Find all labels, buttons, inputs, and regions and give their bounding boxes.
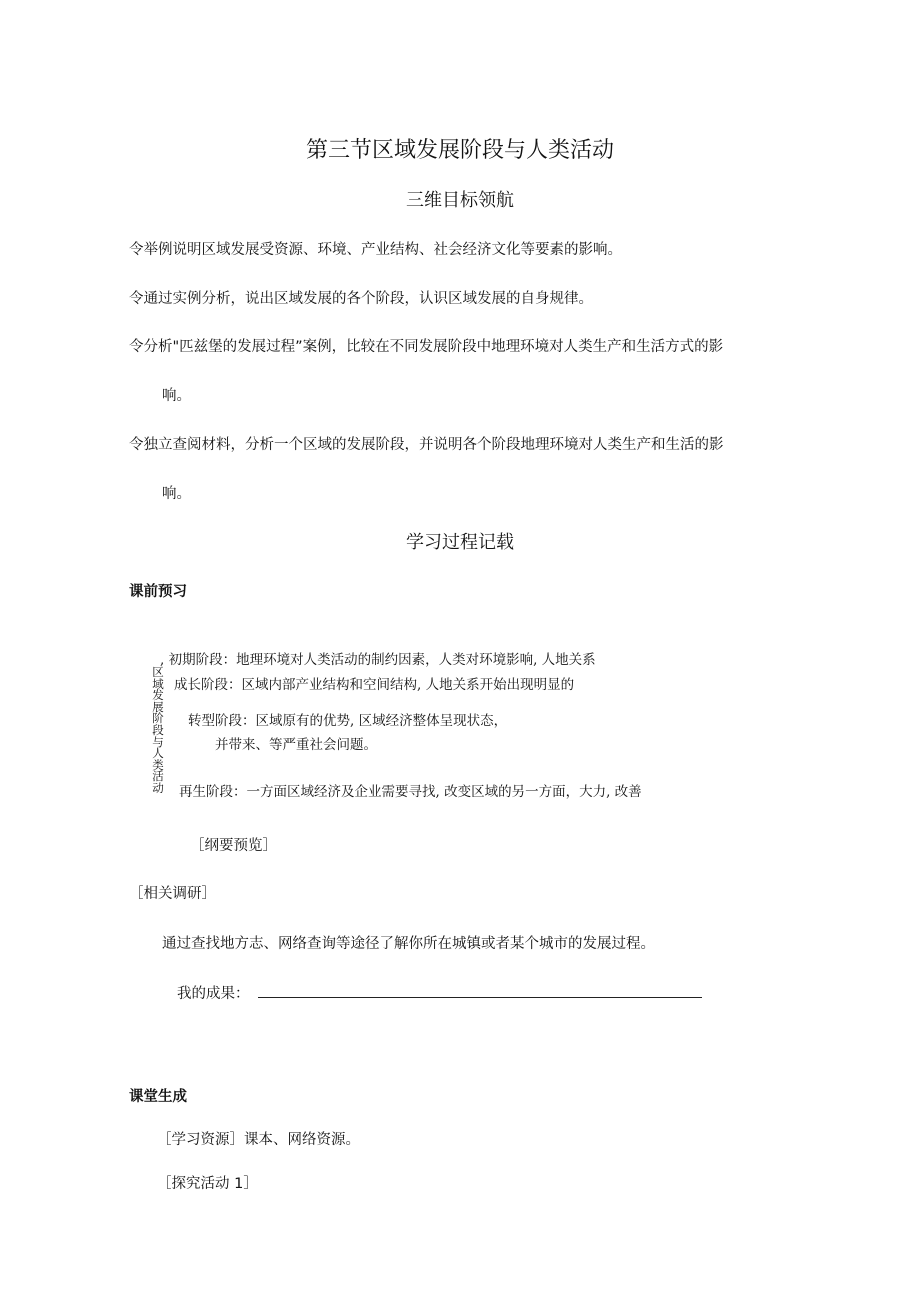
stage-transition: 转型阶段：区域原有的优势, 区域经济整体呈现状态， bbox=[188, 713, 508, 729]
page-title: 第三节区域发展阶段与人类活动 bbox=[305, 138, 614, 163]
diagram-vertical-label: 区域发展阶段与人类活动 bbox=[152, 665, 164, 795]
objective-item-4: 令独立查阅材料，分析一个区域的发展阶段，并说明各个阶段地理环境对人类生产和生活的影 bbox=[129, 437, 724, 453]
stage-growth: 成长阶段：区域内部产业结构和空间结构, 人地关系开始出现明显的 bbox=[174, 677, 575, 693]
result-answer-line[interactable] bbox=[258, 997, 702, 998]
outline-label: ［纲要预览］ bbox=[190, 838, 277, 854]
result-label: 我的成果： bbox=[177, 986, 250, 1002]
stage-initial: , 初期阶段：地理环境对人类活动的制约因素，人类对环境影响, 人地关系 bbox=[160, 652, 596, 668]
resources-text: ［学习资源］课本、网络资源。 bbox=[157, 1132, 360, 1148]
learning-heading: 学习过程记载 bbox=[406, 532, 514, 553]
stage-transition-cont: 并带来、等严重社会问题。 bbox=[215, 737, 377, 753]
preview-heading: 课前预习 bbox=[129, 584, 187, 600]
objective-item-4-cont: 响。 bbox=[162, 486, 191, 502]
objective-item-1: 令举例说明区域发展受资源、环境、产业结构、社会经济文化等要素的影响。 bbox=[129, 242, 622, 258]
activity-label: ［探究活动 1］ bbox=[157, 1176, 258, 1192]
objective-item-3-cont: 响。 bbox=[162, 388, 191, 404]
stage-regeneration: 再生阶段：一方面区域经济及企业需要寻找, 改变区域的另一方面，大力, 改善 bbox=[179, 784, 642, 800]
objective-item-3: 令分析"匹兹堡的发展过程”案例，比较在不同发展阶段中地理环境对人类生产和生活方式的影 bbox=[129, 339, 724, 355]
research-text: 通过查找地方志、网络查询等途径了解你所在城镇或者某个城市的发展过程。 bbox=[162, 936, 655, 952]
research-label: ［相关调研］ bbox=[129, 886, 216, 902]
objective-item-2: 令通过实例分析，说出区域发展的各个阶段，认识区域发展的自身规律。 bbox=[129, 291, 593, 307]
classroom-heading: 课堂生成 bbox=[129, 1089, 187, 1105]
objectives-heading: 三维目标领航 bbox=[406, 190, 514, 211]
